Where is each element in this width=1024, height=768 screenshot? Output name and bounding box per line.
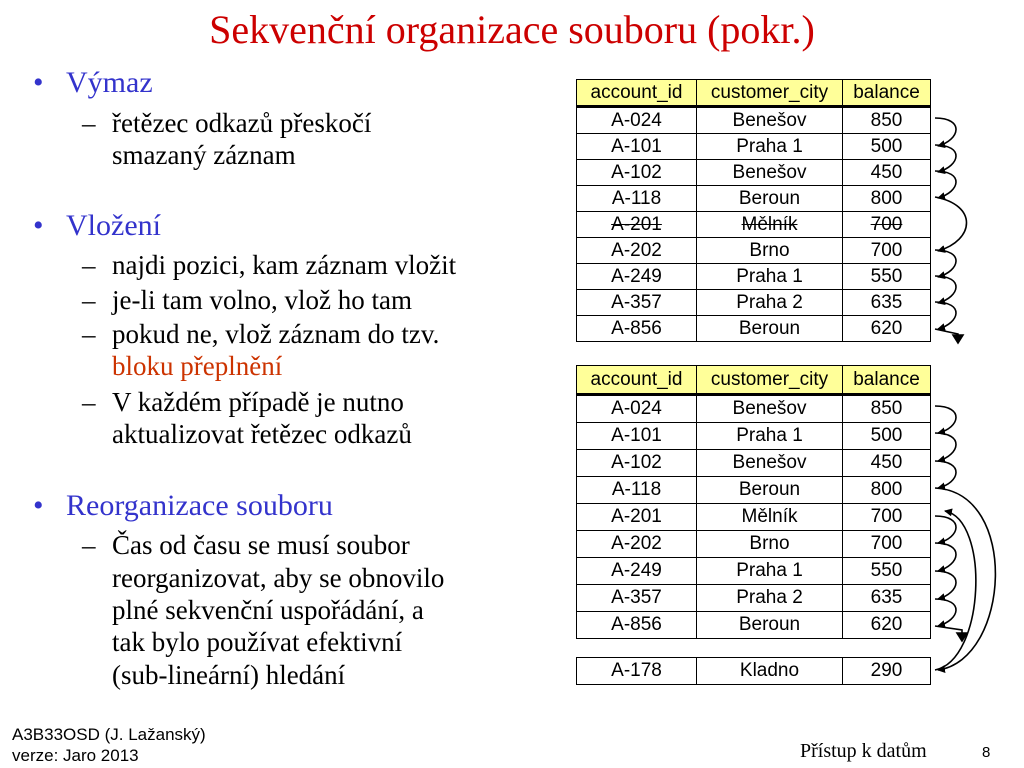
pointer-arrow — [935, 118, 956, 146]
cell-account-id: A-202 — [577, 531, 697, 558]
slide-title: Sekvenční organizace souboru (pokr.) — [209, 7, 815, 52]
sub-bullet-text: najdi pozici, kam záznam vložit — [112, 250, 457, 280]
cell-account-id: A-101 — [577, 134, 697, 160]
bullet-marker: • — [33, 66, 44, 99]
header-balance: balance — [843, 80, 931, 107]
cell-customer-city: Benešov — [697, 395, 843, 423]
bullet-marker: • — [33, 489, 44, 522]
cell-balance: 800 — [843, 186, 931, 212]
cell-balance: 450 — [843, 160, 931, 186]
cell-balance: 620 — [843, 316, 931, 342]
pointer-arrow — [935, 171, 956, 198]
footer-course: A3B33OSD (J. Lažanský) — [12, 725, 206, 744]
cell-customer-city: Praha 1 — [697, 558, 843, 585]
pointer-arrow — [935, 516, 956, 543]
cell-customer-city: Praha 1 — [697, 423, 843, 450]
bullet-marker: • — [33, 209, 44, 242]
pointer-arrow — [935, 197, 967, 251]
pointer-arrow — [935, 571, 956, 599]
cell-customer-city: Praha 2 — [697, 585, 843, 612]
highlighted-term: bloku přeplnění — [112, 351, 283, 381]
sub-bullet-text: Čas od času se musí soubor — [112, 530, 410, 560]
cell-balance: 700 — [843, 238, 931, 264]
dash-marker: – — [82, 250, 96, 280]
cell-customer-city: Benešov — [697, 107, 843, 134]
sub-bullet-text: plné sekvenční uspořádání, a — [112, 595, 424, 625]
header-account-id: account_id — [577, 366, 697, 395]
header-account-id: account_id — [577, 80, 697, 107]
footer-version: verze: Jaro 2013 — [12, 746, 139, 765]
cell-customer-city: Beroun — [697, 316, 843, 342]
cell-account-id: A-856 — [577, 612, 697, 639]
sub-bullet-text: smazaný záznam — [112, 140, 296, 170]
cell-balance: 700 — [843, 531, 931, 558]
cell-customer-city: Brno — [697, 531, 843, 558]
cell-balance: 700 — [843, 504, 931, 531]
cell-balance: 620 — [843, 612, 931, 639]
pointer-arrow — [935, 276, 956, 303]
bullet-text: Vložení — [66, 209, 161, 242]
cell-customer-city: Brno — [697, 238, 843, 264]
cell-balance: 550 — [843, 264, 931, 290]
header-customer-city: customer_city — [697, 366, 843, 395]
cell-account-id: A-856 — [577, 316, 697, 342]
cell-account-id: A-357 — [577, 585, 697, 612]
cell-account-id: A-201 — [577, 504, 697, 531]
cell-customer-city: Beroun — [697, 186, 843, 212]
dash-marker: – — [82, 530, 96, 560]
cell-customer-city: Benešov — [697, 160, 843, 186]
cell-account-id: A-357 — [577, 290, 697, 316]
footer-topic: Přístup k datům — [800, 740, 927, 762]
cell-balance: 850 — [843, 395, 931, 423]
cell-balance: 500 — [843, 423, 931, 450]
cell-customer-city: Praha 2 — [697, 290, 843, 316]
cell-balance: 635 — [843, 290, 931, 316]
pointer-arrow — [935, 543, 956, 571]
cell-customer-city: Praha 1 — [697, 134, 843, 160]
cell-customer-city: Praha 1 — [697, 264, 843, 290]
cell-account-id: A-102 — [577, 450, 697, 477]
bullet-text: Výmaz — [66, 66, 153, 99]
cell-balance: 450 — [843, 450, 931, 477]
cell-balance: 850 — [843, 107, 931, 134]
pointer-arrow — [935, 250, 956, 277]
header-balance: balance — [843, 366, 931, 395]
sub-bullet-text: řetězec odkazů přeskočí — [112, 108, 372, 138]
cell-customer-city: Mělník — [697, 504, 843, 531]
cell-account-id: A-101 — [577, 423, 697, 450]
cell-account-id: A-118 — [577, 477, 697, 504]
pointer-arrow — [935, 145, 956, 172]
dash-marker: – — [82, 387, 96, 417]
cell-customer-city: Benešov — [697, 450, 843, 477]
sub-bullet-text: reorganizovat, aby se obnovilo — [112, 563, 445, 593]
null-pointer-icon — [953, 335, 963, 343]
cell-account-id: A-102 — [577, 160, 697, 186]
header-customer-city: customer_city — [697, 80, 843, 107]
cell-account-id: A-201 — [577, 212, 697, 238]
cell-account-id: A-178 — [577, 658, 697, 685]
dash-marker: – — [82, 108, 96, 138]
pointer-arrow — [935, 461, 956, 488]
page-number: 8 — [982, 744, 991, 761]
pointer-arrow — [935, 511, 976, 670]
sub-bullet-text: V každém případě je nutno — [112, 387, 404, 417]
cell-account-id: A-249 — [577, 264, 697, 290]
sub-bullet-text: (sub-lineární) hledání — [112, 660, 346, 690]
cell-customer-city: Mělník — [697, 212, 843, 238]
cell-balance: 550 — [843, 558, 931, 585]
dash-marker: – — [82, 319, 96, 349]
cell-balance: 635 — [843, 585, 931, 612]
pointer-arrow — [935, 433, 956, 461]
bullet-text: Reorganizace souboru — [66, 489, 333, 522]
sub-bullet-text: pokud ne, vlož záznam do tzv. — [112, 319, 440, 349]
cell-balance: 290 — [843, 658, 931, 685]
cell-customer-city: Kladno — [697, 658, 843, 685]
cell-customer-city: Beroun — [697, 612, 843, 639]
cell-customer-city: Beroun — [697, 477, 843, 504]
dash-marker: – — [82, 285, 96, 315]
sub-bullet-text: je-li tam volno, vlož ho tam — [112, 285, 412, 315]
cell-balance: 500 — [843, 134, 931, 160]
cell-account-id: A-024 — [577, 107, 697, 134]
pointer-arrow — [935, 302, 956, 329]
cell-account-id: A-024 — [577, 395, 697, 423]
cell-account-id: A-202 — [577, 238, 697, 264]
cell-account-id: A-118 — [577, 186, 697, 212]
cell-balance: 700 — [843, 212, 931, 238]
cell-balance: 800 — [843, 477, 931, 504]
pointer-arrow — [935, 488, 995, 670]
sub-bullet-text: tak bylo používat efektivní — [112, 627, 403, 657]
cell-account-id: A-249 — [577, 558, 697, 585]
pointer-arrow — [935, 406, 956, 433]
sub-bullet-text: aktualizovat řetězec odkazů — [112, 419, 412, 449]
pointer-arrow — [935, 599, 956, 626]
